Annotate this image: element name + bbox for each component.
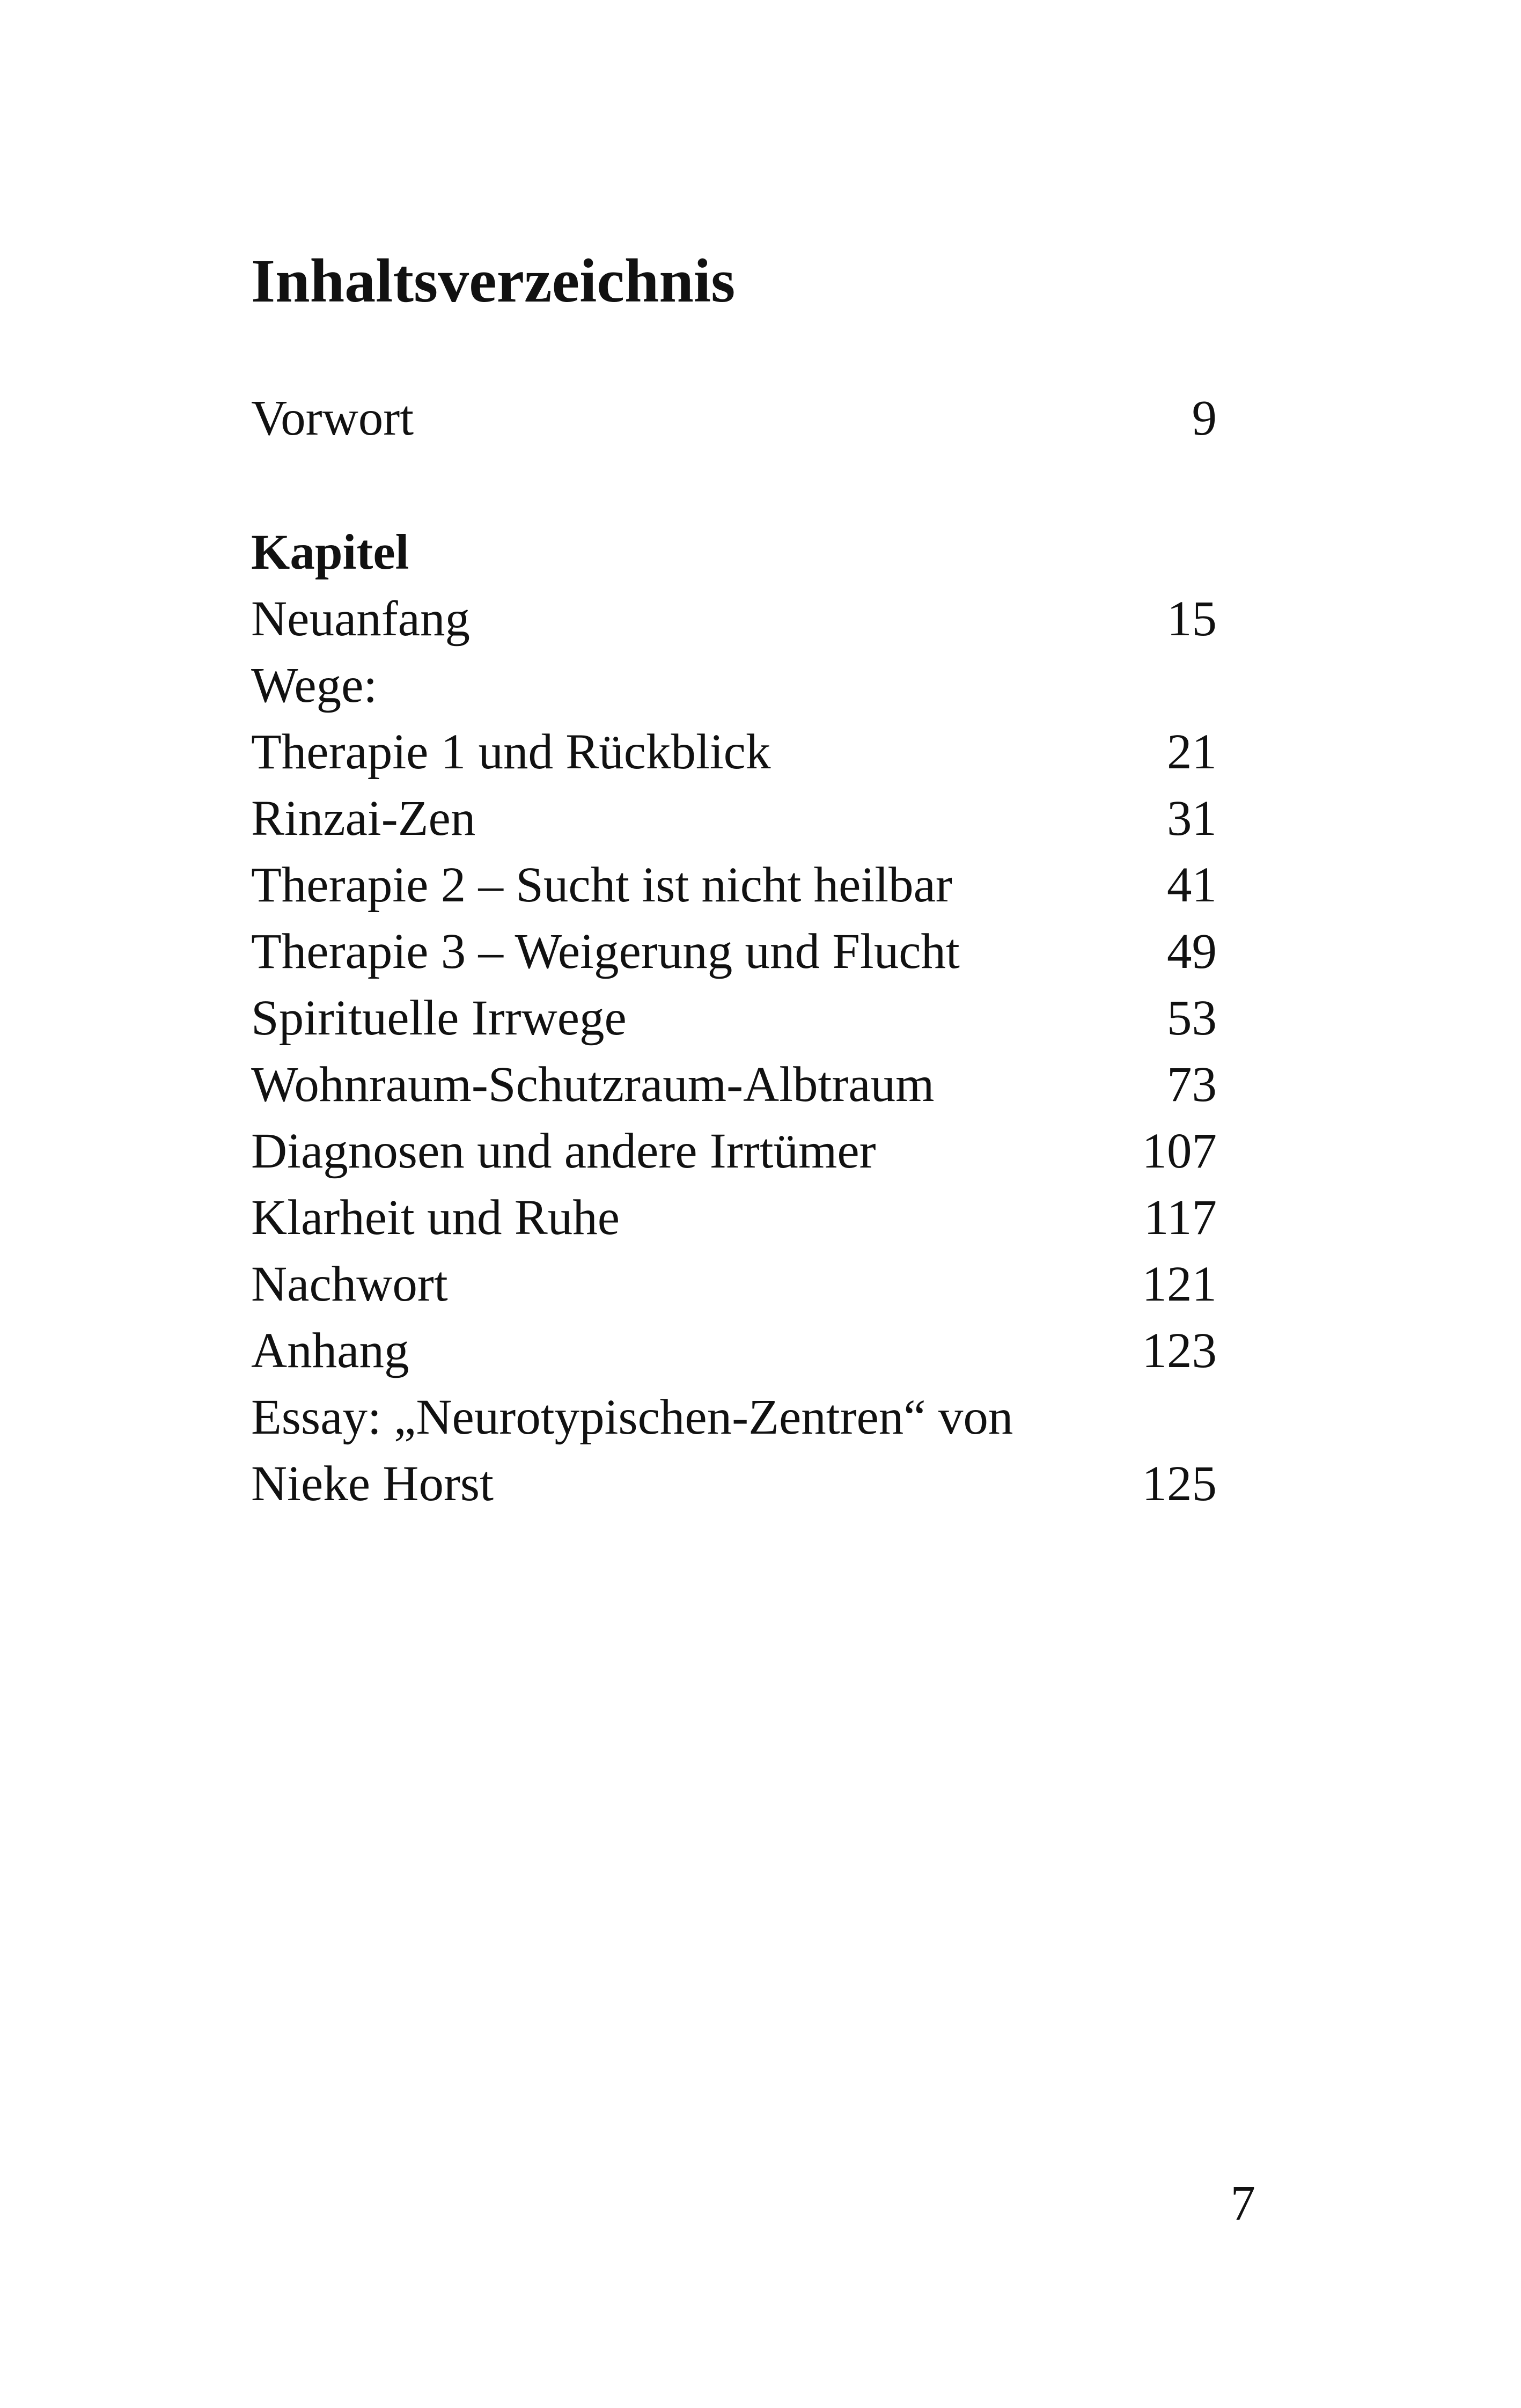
toc-entry-page: 15 [1167, 591, 1217, 647]
toc-entry-label: Vorwort [251, 391, 414, 446]
toc-entry [251, 1251, 1217, 1318]
toc-entry-label: Rinzai-Zen [251, 791, 476, 846]
toc-entry-page: 73 [1167, 1057, 1217, 1112]
toc-entry [251, 1384, 1217, 1451]
toc-entry-page: 125 [1142, 1456, 1217, 1511]
toc-entry-label: Therapie 1 und Rückblick [251, 724, 771, 780]
toc-entry [251, 852, 1217, 919]
toc-entry [251, 785, 1217, 852]
section-heading-label: Kapitel [251, 525, 409, 580]
toc-entry [251, 385, 1217, 452]
toc-entry-label: Therapie 2 – Sucht ist nicht heilbar [251, 857, 952, 913]
toc-entry-page: 21 [1167, 724, 1217, 780]
toc-entry-label: Essay: „Neurotypischen-Zentren“ von [251, 1390, 1013, 1445]
toc-entry-page: 121 [1142, 1257, 1217, 1312]
toc-entry [251, 985, 1217, 1052]
toc-entry-label: Neuanfang [251, 591, 470, 647]
toc-entry [251, 1185, 1217, 1251]
toc-entry-label: Wohnraum-Schutzraum-Albtraum [251, 1057, 935, 1112]
toc-entry [251, 919, 1217, 985]
toc-entry-label: Klarheit und Ruhe [251, 1190, 620, 1245]
toc-entry [251, 586, 1217, 652]
toc-entry [251, 1118, 1217, 1185]
toc-entry-label: Diagnosen und andere Irrtümer [251, 1124, 876, 1179]
toc-entry-page: 41 [1167, 857, 1217, 913]
toc-entry-page: 107 [1142, 1124, 1217, 1179]
toc-entry-page: 53 [1167, 990, 1217, 1046]
page-number: 7 [1230, 2176, 1255, 2231]
toc-entry-label: Nachwort [251, 1257, 448, 1312]
toc-entry-page: 49 [1167, 924, 1217, 979]
toc-entry-label: Wege: [251, 658, 378, 713]
page-title: Inhaltsverzeichnis [251, 247, 736, 315]
toc-entry-label: Therapie 3 – Weigerung und Flucht [251, 924, 960, 979]
toc-entry [251, 652, 1217, 719]
toc-entry-label: Spirituelle Irrwege [251, 990, 627, 1046]
toc-entry [251, 719, 1217, 785]
toc-entry-label: Nieke Horst [251, 1456, 494, 1511]
toc-entry-label: Anhang [251, 1323, 409, 1378]
section-heading [251, 519, 1217, 586]
toc-entry-page: 117 [1143, 1190, 1217, 1245]
toc-entry [251, 1451, 1217, 1517]
toc-entry-page: 9 [1192, 391, 1217, 446]
toc-entry-page: 123 [1142, 1323, 1217, 1378]
toc-entry-page: 31 [1167, 791, 1217, 846]
toc-preface [251, 385, 1217, 452]
toc-entry [251, 1052, 1217, 1118]
toc-chapters [251, 519, 1217, 1517]
toc-entry [251, 1318, 1217, 1384]
